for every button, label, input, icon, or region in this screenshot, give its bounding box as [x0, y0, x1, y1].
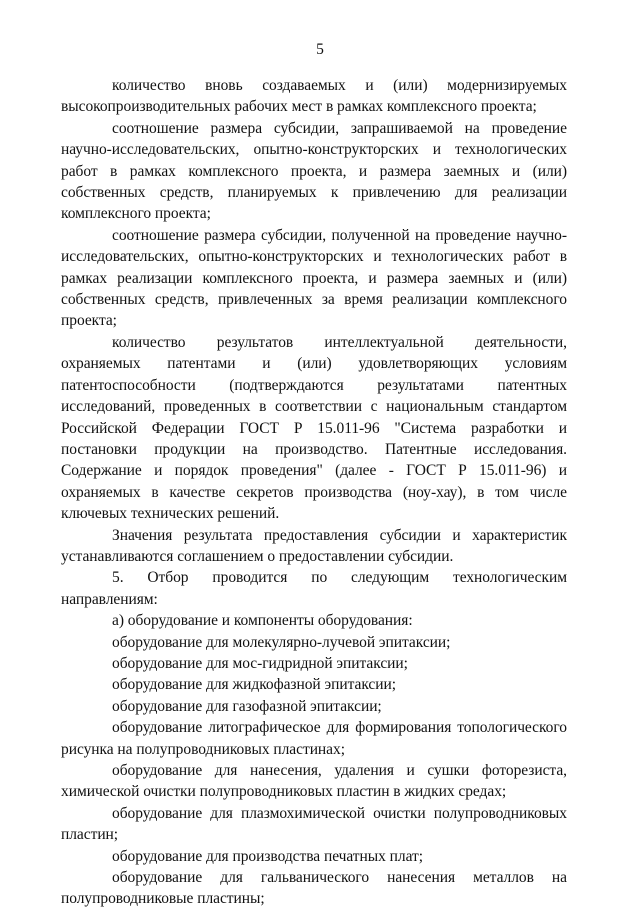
paragraph-intellectual-property: количество результатов интеллектуальной деятельности, охраняемых патентами и (или) удовлетворяющих условиям патентоспособности (подтверждаются результатами патентных исследований, проведенных в соответствии с национальным стандартом Российской Федерации ГОСТ Р 15.011-96 "Система разработки и постановки продукции на производство. Патентные исследования. Содержание и порядок проведения" (далее - ГОСТ Р 15.011-96) и охраняемых в качестве секретов производства (ноу-хау), в том числе ключевых технических решений. [61, 333, 567, 523]
list-item-mbe: оборудование для молекулярно-лучевой эпитаксии; [112, 633, 451, 651]
page-number: 5 [316, 41, 324, 58]
list-item-pcb: оборудование для производства печатных плат; [112, 847, 424, 865]
list-item-electroplating: оборудование для гальванического нанесения металлов на полупроводниковые пластины; [61, 869, 567, 908]
paragraph-result-values: Значения результата предоставления субсидии и характеристик устанавливаются соглашением о предоставлении субсидии. [61, 526, 567, 565]
paragraph-selection-directions: 5. Отбор проводится по следующим технологическим направлениям: [61, 569, 567, 608]
list-item-plasma-cleaning: оборудование для плазмохимической очистки полупроводниковых пластин; [61, 804, 567, 844]
paragraph-jobs: количество вновь создаваемых и (или) модернизируемых высокопроизводительных рабочих мест в рамках комплексного проекта; [61, 77, 567, 116]
paragraph-subsidy-ratio-received: соотношение размера субсидии, полученной на проведение научно-исследовательских, опытно-конструкторских и технологических работ в рамках реализации комплексного проекта, и размера заемных и (или) собственных средств, привлеченных за время реализации комплексного проекта; [61, 226, 567, 330]
list-item-photoresist: оборудование для нанесения, удаления и сушки фоторезиста, химической очистки полупроводниковых пластин в жидких средах; [61, 762, 567, 801]
list-item-lpe: оборудование для жидкофазной эпитаксии; [112, 676, 397, 694]
list-item-equipment-heading: а) оборудование и компоненты оборудования: [112, 612, 413, 630]
list-item-lithography: оборудование литографическое для формирования топологического рисунка на полупроводниковых пластинах; [61, 719, 567, 758]
list-item-mocvd: оборудование для мос-гидридной эпитаксии; [112, 654, 408, 672]
document-body [61, 75, 567, 910]
list-item-vpe: оборудование для газофазной эпитаксии; [112, 697, 382, 715]
paragraph-subsidy-ratio-requested: соотношение размера субсидии, запрашиваемой на проведение научно-исследовательских, опытно-конструкторских и технологических работ в рамках комплексного проекта, и размера заемных и (или) собственных средств, планируемых к привлечению для реализации комплексного проекта; [61, 119, 567, 223]
